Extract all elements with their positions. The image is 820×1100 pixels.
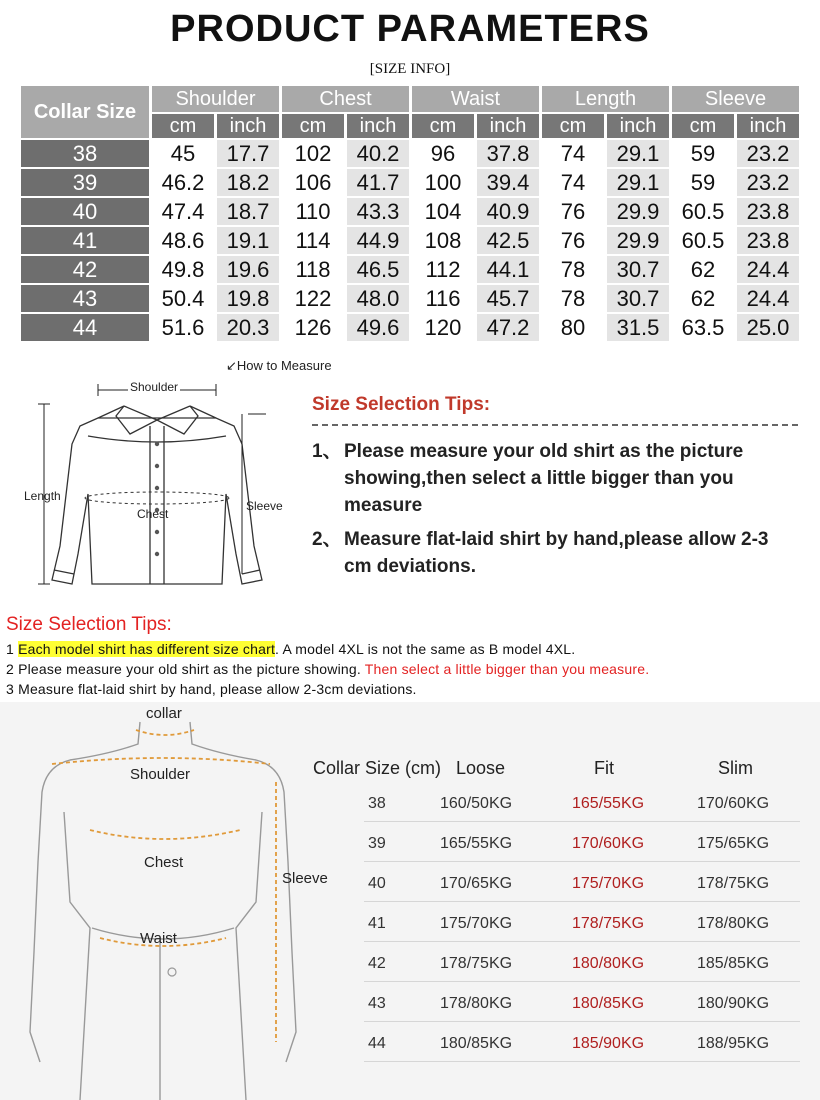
size-value-cell: 19.6 [217,256,279,283]
weight-cell-size: 39 [368,835,386,852]
weight-cell-fit: 185/90KG [572,1035,645,1052]
weight-row-divider [364,981,800,982]
weight-cell-size: 40 [368,875,386,892]
weight-cell-size: 38 [368,795,386,812]
group-header-chest: Chest [282,86,409,112]
size-value-cell: 46.5 [347,256,409,283]
size-value-cell: 122 [282,285,344,312]
size-value-cell: 50.4 [152,285,214,312]
size-row [21,314,799,341]
size-table [18,84,802,343]
body-label-waist: Waist [140,930,177,947]
weight-cell-fit: 165/55KG [572,795,645,812]
size-value-cell: 60.5 [672,198,734,225]
size-value-cell: 19.8 [217,285,279,312]
shirt-label-sleeve: Sleeve [246,499,283,513]
size-value-cell: 62 [672,256,734,283]
group-header-length: Length [542,86,669,112]
weight-cell-slim: 175/65KG [697,835,770,852]
weight-cell-fit: 180/80KG [572,955,645,972]
collar-size-cell: 42 [21,256,149,283]
size-value-cell: 20.3 [217,314,279,341]
unit-header: inch [477,114,539,138]
size-value-cell: 49.8 [152,256,214,283]
weight-cell-slim: 178/80KG [697,915,770,932]
size-value-cell: 78 [542,285,604,312]
size-value-cell: 45 [152,140,214,167]
size-value-cell: 110 [282,198,344,225]
size-value-cell: 112 [412,256,474,283]
tip-2-number: 2、 [312,529,342,550]
size-value-cell: 42.5 [477,227,539,254]
shirt-label-chest: Chest [137,507,169,521]
size-value-cell: 76 [542,198,604,225]
size-value-cell: 19.1 [217,227,279,254]
shirt-diagram [14,374,304,596]
size-value-cell: 108 [412,227,474,254]
weight-cell-size: 42 [368,955,386,972]
collar-size-header: Collar Size [21,86,149,138]
lower-tip-2-red: Then select a little bigger than you measure. [364,661,650,677]
weight-cell-slim: 178/75KG [697,875,770,892]
size-value-cell: 106 [282,169,344,196]
size-value-cell: 37.8 [477,140,539,167]
how-to-measure-label: ↙How to Measure [226,358,332,373]
size-value-cell: 48.6 [152,227,214,254]
weight-cell-fit: 180/85KG [572,995,645,1012]
weight-row-divider [364,1061,800,1062]
size-value-cell: 62 [672,285,734,312]
size-row [21,169,799,196]
weight-row-divider [364,821,800,822]
tip-1 [312,438,782,519]
weight-cell-slim: 188/95KG [697,1035,770,1052]
group-header-waist: Waist [412,86,539,112]
size-value-cell: 43.3 [347,198,409,225]
size-value-cell: 104 [412,198,474,225]
weight-cell-slim: 180/90KG [697,995,770,1012]
size-value-cell: 24.4 [737,256,799,283]
unit-header: cm [542,114,604,138]
size-value-cell: 40.2 [347,140,409,167]
size-row [21,256,799,283]
size-value-cell: 59 [672,140,734,167]
collar-size-cell: 41 [21,227,149,254]
lower-tip-2-start: 2 Please measure your old shirt as the picture showing. [6,661,365,677]
weight-cell-slim: 185/85KG [697,955,770,972]
tips-divider [312,424,798,426]
weight-header-slim: Slim [718,758,753,778]
size-table-group-header [21,86,799,112]
size-value-cell: 29.9 [607,227,669,254]
unit-header: cm [672,114,734,138]
shirt-label-shoulder: Shoulder [130,380,179,394]
size-value-cell: 51.6 [152,314,214,341]
collar-size-cell: 44 [21,314,149,341]
page-subtitle: [SIZE INFO] [369,61,451,77]
lower-tip-1-rest: . A model 4XL is not the same as B model 4XL. [275,641,576,657]
unit-header: cm [152,114,214,138]
body-label-shoulder: Shoulder [130,766,191,783]
size-value-cell: 44.1 [477,256,539,283]
collar-size-cell: 40 [21,198,149,225]
size-value-cell: 78 [542,256,604,283]
weight-row-divider [364,861,800,862]
size-value-cell: 118 [282,256,344,283]
weight-row-divider [364,941,800,942]
size-row [21,285,799,312]
size-value-cell: 23.2 [737,169,799,196]
size-value-cell: 18.7 [217,198,279,225]
page-title: PRODUCT PARAMETERS [170,8,650,50]
weight-cell-fit: 178/75KG [572,915,645,932]
body-label-sleeve: Sleeve [282,870,328,887]
weight-cell-loose: 178/75KG [440,955,513,972]
lower-tip-1 [6,641,575,657]
tips-title: Size Selection Tips: [312,394,491,415]
tip-2-text: Measure flat-laid shirt by hand,please allow 2-3 cm deviations. [344,529,769,577]
weight-cell-loose: 165/55KG [440,835,513,852]
size-value-cell: 29.1 [607,140,669,167]
size-value-cell: 29.1 [607,169,669,196]
size-value-cell: 59 [672,169,734,196]
weight-cell-size: 43 [368,995,386,1012]
weight-header-collar: Collar Size (cm) [313,758,442,778]
size-value-cell: 29.9 [607,198,669,225]
weight-cell-fit: 175/70KG [572,875,645,892]
size-value-cell: 60.5 [672,227,734,254]
size-value-cell: 47.2 [477,314,539,341]
unit-header: cm [282,114,344,138]
size-value-cell: 23.8 [737,198,799,225]
size-value-cell: 17.7 [217,140,279,167]
size-value-cell: 76 [542,227,604,254]
size-row [21,227,799,254]
collar-size-cell: 38 [21,140,149,167]
size-value-cell: 18.2 [217,169,279,196]
size-value-cell: 40.9 [477,198,539,225]
size-value-cell: 45.7 [477,285,539,312]
size-value-cell: 31.5 [607,314,669,341]
size-value-cell: 100 [412,169,474,196]
size-value-cell: 80 [542,314,604,341]
size-row [21,140,799,167]
size-value-cell: 74 [542,169,604,196]
weight-cell-loose: 160/50KG [440,795,513,812]
size-value-cell: 114 [282,227,344,254]
collar-size-cell: 39 [21,169,149,196]
size-value-cell: 39.4 [477,169,539,196]
unit-header: inch [607,114,669,138]
size-value-cell: 63.5 [672,314,734,341]
size-value-cell: 25.0 [737,314,799,341]
unit-header: cm [412,114,474,138]
size-value-cell: 41.7 [347,169,409,196]
lower-tips-title: Size Selection Tips: [6,614,172,635]
size-value-cell: 120 [412,314,474,341]
weight-cell-fit: 170/60KG [572,835,645,852]
weight-cell-loose: 178/80KG [440,995,513,1012]
group-header-shoulder: Shoulder [152,86,279,112]
size-value-cell: 47.4 [152,198,214,225]
collar-size-cell: 43 [21,285,149,312]
weight-cell-loose: 170/65KG [440,875,513,892]
size-value-cell: 23.2 [737,140,799,167]
weight-cell-size: 41 [368,915,386,932]
shirt-label-length: Length [24,489,61,503]
weight-cell-loose: 180/85KG [440,1035,513,1052]
unit-header: inch [347,114,409,138]
weight-row-divider [364,901,800,902]
body-diagram [0,702,310,1100]
size-value-cell: 48.0 [347,285,409,312]
size-value-cell: 44.9 [347,227,409,254]
group-header-sleeve: Sleeve [672,86,799,112]
size-value-cell: 46.2 [152,169,214,196]
size-value-cell: 126 [282,314,344,341]
size-value-cell: 30.7 [607,285,669,312]
weight-cell-slim: 170/60KG [697,795,770,812]
weight-cell-loose: 175/70KG [440,915,513,932]
size-value-cell: 116 [412,285,474,312]
size-value-cell: 102 [282,140,344,167]
tip-1-number: 1、 [312,441,342,462]
lower-tip-2 [6,661,649,677]
size-table-body [21,140,799,341]
weight-header-fit: Fit [594,758,614,778]
size-row [21,198,799,225]
lower-tip-1-highlight: Each model shirt has different size chart [18,641,276,657]
lower-tip-1-number: 1 [6,641,19,657]
size-value-cell: 30.7 [607,256,669,283]
body-label-collar: collar [146,705,182,722]
weight-header-loose: Loose [456,758,506,778]
size-value-cell: 49.6 [347,314,409,341]
tip-2 [312,526,782,580]
weight-cell-size: 44 [368,1035,386,1052]
unit-header: inch [217,114,279,138]
size-value-cell: 96 [412,140,474,167]
size-value-cell: 23.8 [737,227,799,254]
unit-header: inch [737,114,799,138]
lower-tip-3: 3 Measure flat-laid shirt by hand, please allow 2-3cm deviations. [6,681,417,697]
size-value-cell: 24.4 [737,285,799,312]
tip-1-text: Please measure your old shirt as the picture showing,then select a little bigger than you measure [344,441,744,516]
weight-row-divider [364,1021,800,1022]
body-label-chest: Chest [144,854,184,871]
size-value-cell: 74 [542,140,604,167]
